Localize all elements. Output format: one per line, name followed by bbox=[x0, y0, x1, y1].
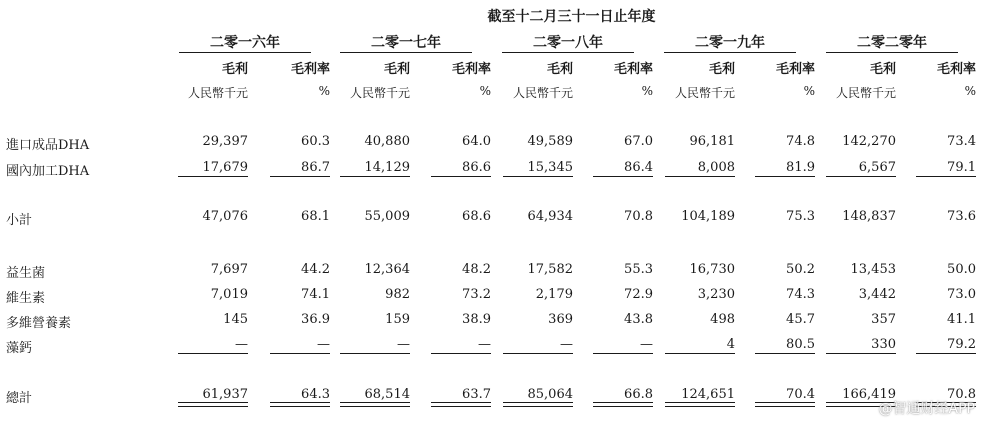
gross-profit-cell: 13,453 bbox=[850, 262, 896, 277]
margin-cell: 74.8 bbox=[786, 134, 815, 149]
subtotal-rule bbox=[178, 176, 248, 177]
gross-profit-cell: 3,442 bbox=[858, 287, 896, 302]
subtotal-rule bbox=[826, 176, 896, 177]
gross-profit-cell: 40,880 bbox=[364, 134, 410, 149]
gross-profit-cell: 29,397 bbox=[202, 134, 248, 149]
subtotal-rule bbox=[270, 176, 330, 177]
row-label: 總計 bbox=[6, 391, 33, 406]
margin-cell: 68.1 bbox=[301, 209, 330, 224]
margin-cell: 48.2 bbox=[462, 262, 491, 277]
margin-cell: 45.7 bbox=[786, 312, 815, 327]
subtotal-rule bbox=[916, 353, 976, 354]
unit-percent: % bbox=[318, 84, 330, 98]
total-double-rule bbox=[755, 402, 815, 407]
col-header-margin: 毛利率 bbox=[451, 62, 491, 77]
col-header-gross-profit: 毛利 bbox=[383, 62, 410, 77]
unit-rmb-thousand: 人民幣千元 bbox=[349, 86, 410, 100]
col-header-gross-profit: 毛利 bbox=[869, 62, 896, 77]
unit-percent: % bbox=[479, 84, 491, 98]
gross-profit-cell: 85,064 bbox=[527, 387, 573, 402]
unit-rmb-thousand: 人民幣千元 bbox=[835, 86, 896, 100]
margin-cell: 74.1 bbox=[301, 287, 330, 302]
subtotal-rule bbox=[916, 176, 976, 177]
gross-profit-cell: 96,181 bbox=[689, 134, 735, 149]
unit-rmb-thousand: 人民幣千元 bbox=[674, 86, 735, 100]
gross-profit-cell: 369 bbox=[548, 312, 573, 327]
gross-profit-cell: 145 bbox=[223, 312, 248, 327]
watermark: @智通财经APP bbox=[878, 401, 975, 417]
margin-cell: 73.4 bbox=[947, 134, 976, 149]
subtotal-rule bbox=[755, 353, 815, 354]
margin-cell: 43.8 bbox=[624, 312, 653, 327]
col-header-margin: 毛利率 bbox=[613, 62, 653, 77]
col-header-gross-profit: 毛利 bbox=[546, 62, 573, 77]
year-underline bbox=[826, 52, 958, 53]
gross-profit-cell: 7,697 bbox=[210, 262, 248, 277]
row-label: 維生素 bbox=[6, 291, 46, 306]
subtotal-rule bbox=[503, 353, 573, 354]
gross-profit-cell: 7,019 bbox=[210, 287, 248, 302]
year-underline bbox=[340, 52, 472, 53]
margin-cell: 86.6 bbox=[462, 160, 491, 175]
gross-profit-cell: 17,582 bbox=[527, 262, 573, 277]
row-label: 多維營養素 bbox=[6, 316, 72, 331]
margin-cell: 66.8 bbox=[624, 387, 653, 402]
margin-cell: 70.8 bbox=[947, 387, 976, 402]
gross-profit-cell: 142,270 bbox=[842, 134, 896, 149]
gross-profit-cell: 12,364 bbox=[364, 262, 410, 277]
margin-cell: 73.0 bbox=[947, 287, 976, 302]
gross-profit-cell: 166,419 bbox=[842, 387, 896, 402]
margin-cell: 80.5 bbox=[786, 337, 815, 352]
margin-cell: 81.9 bbox=[786, 160, 815, 175]
row-label: 國內加工DHA bbox=[6, 164, 90, 179]
margin-cell: 63.7 bbox=[462, 387, 491, 402]
gross-profit-cell: 55,009 bbox=[364, 209, 410, 224]
gross-profit-cell: 124,651 bbox=[681, 387, 735, 402]
total-double-rule bbox=[593, 402, 653, 407]
margin-cell: 70.4 bbox=[786, 387, 815, 402]
gross-profit-cell: 3,230 bbox=[697, 287, 735, 302]
total-double-rule bbox=[503, 402, 573, 407]
total-double-rule bbox=[665, 402, 735, 407]
margin-cell: 86.7 bbox=[301, 160, 330, 175]
margin-cell: 38.9 bbox=[462, 312, 491, 327]
unit-rmb-thousand: 人民幣千元 bbox=[187, 86, 248, 100]
total-double-rule bbox=[340, 402, 410, 407]
margin-cell: 44.2 bbox=[301, 262, 330, 277]
gross-profit-cell: 16,730 bbox=[689, 262, 735, 277]
total-double-rule bbox=[270, 402, 330, 407]
margin-cell: 75.3 bbox=[786, 209, 815, 224]
margin-cell: 50.2 bbox=[786, 262, 815, 277]
margin-cell: 73.6 bbox=[947, 209, 976, 224]
subtotal-rule bbox=[826, 353, 896, 354]
margin-cell: — bbox=[640, 337, 653, 352]
row-label: 藻鈣 bbox=[6, 341, 33, 356]
subtotal-rule bbox=[503, 176, 573, 177]
total-double-rule bbox=[178, 402, 248, 407]
subtotal-rule bbox=[431, 176, 491, 177]
margin-cell: 70.8 bbox=[624, 209, 653, 224]
unit-percent: % bbox=[641, 84, 653, 98]
margin-cell: 60.3 bbox=[301, 134, 330, 149]
gross-profit-cell: — bbox=[397, 337, 410, 352]
subtotal-rule bbox=[270, 353, 330, 354]
col-header-gross-profit: 毛利 bbox=[221, 62, 248, 77]
margin-cell: 74.3 bbox=[786, 287, 815, 302]
gross-profit-cell: 6,567 bbox=[858, 160, 896, 175]
year-underline bbox=[179, 52, 311, 53]
subtotal-rule bbox=[340, 176, 410, 177]
unit-rmb-thousand: 人民幣千元 bbox=[512, 86, 573, 100]
margin-cell: 41.1 bbox=[947, 312, 976, 327]
col-header-gross-profit: 毛利 bbox=[708, 62, 735, 77]
margin-cell: — bbox=[317, 337, 330, 352]
margin-cell: 64.0 bbox=[462, 134, 491, 149]
gross-profit-cell: 15,345 bbox=[527, 160, 573, 175]
margin-cell: 50.0 bbox=[947, 262, 976, 277]
row-label: 小計 bbox=[6, 213, 33, 228]
margin-cell: 64.3 bbox=[301, 387, 330, 402]
table-title: 截至十二月三十一日止年度 bbox=[487, 9, 656, 25]
year-header: 二零一七年 bbox=[371, 35, 441, 51]
gross-profit-cell: 159 bbox=[385, 312, 410, 327]
subtotal-rule bbox=[593, 176, 653, 177]
year-header: 二零一六年 bbox=[210, 35, 280, 51]
year-underline bbox=[664, 52, 796, 53]
gross-profit-cell: 4 bbox=[726, 337, 735, 352]
subtotal-rule bbox=[431, 353, 491, 354]
gross-profit-cell: 2,179 bbox=[535, 287, 573, 302]
gross-profit-cell: 14,129 bbox=[364, 160, 410, 175]
margin-cell: 72.9 bbox=[624, 287, 653, 302]
margin-cell: 79.2 bbox=[947, 337, 976, 352]
subtotal-rule bbox=[665, 176, 735, 177]
gross-profit-cell: 47,076 bbox=[202, 209, 248, 224]
gross-profit-cell: 61,937 bbox=[202, 387, 248, 402]
gross-profit-cell: 8,008 bbox=[697, 160, 735, 175]
year-header: 二零一八年 bbox=[533, 35, 603, 51]
col-header-margin: 毛利率 bbox=[775, 62, 815, 77]
subtotal-rule bbox=[593, 353, 653, 354]
gross-profit-cell: 17,679 bbox=[202, 160, 248, 175]
margin-cell: 79.1 bbox=[947, 160, 976, 175]
gross-profit-cell: 104,189 bbox=[681, 209, 735, 224]
gross-profit-cell: 357 bbox=[871, 312, 896, 327]
margin-cell: 86.4 bbox=[624, 160, 653, 175]
margin-cell: — bbox=[478, 337, 491, 352]
row-label: 進口成品DHA bbox=[6, 138, 90, 153]
margin-cell: 73.2 bbox=[462, 287, 491, 302]
margin-cell: 36.9 bbox=[301, 312, 330, 327]
col-header-margin: 毛利率 bbox=[936, 62, 976, 77]
gross-profit-cell: — bbox=[235, 337, 248, 352]
margin-cell: 68.6 bbox=[462, 209, 491, 224]
gross-profit-cell: — bbox=[560, 337, 573, 352]
gross-profit-cell: 68,514 bbox=[364, 387, 410, 402]
subtotal-rule bbox=[178, 353, 248, 354]
row-label: 益生菌 bbox=[6, 266, 46, 281]
gross-profit-cell: 498 bbox=[710, 312, 735, 327]
gross-profit-cell: 148,837 bbox=[842, 209, 896, 224]
total-double-rule bbox=[431, 402, 491, 407]
subtotal-rule bbox=[340, 353, 410, 354]
subtotal-rule bbox=[755, 176, 815, 177]
gross-profit-cell: 330 bbox=[871, 337, 896, 352]
year-underline bbox=[502, 52, 634, 53]
year-header: 二零二零年 bbox=[857, 35, 927, 51]
margin-cell: 55.3 bbox=[624, 262, 653, 277]
gross-profit-cell: 64,934 bbox=[527, 209, 573, 224]
gross-profit-cell: 982 bbox=[385, 287, 410, 302]
unit-percent: % bbox=[964, 84, 976, 98]
gross-profit-cell: 49,589 bbox=[527, 134, 573, 149]
unit-percent: % bbox=[803, 84, 815, 98]
margin-cell: 67.0 bbox=[624, 134, 653, 149]
year-header: 二零一九年 bbox=[695, 35, 765, 51]
subtotal-rule bbox=[665, 353, 735, 354]
col-header-margin: 毛利率 bbox=[290, 62, 330, 77]
